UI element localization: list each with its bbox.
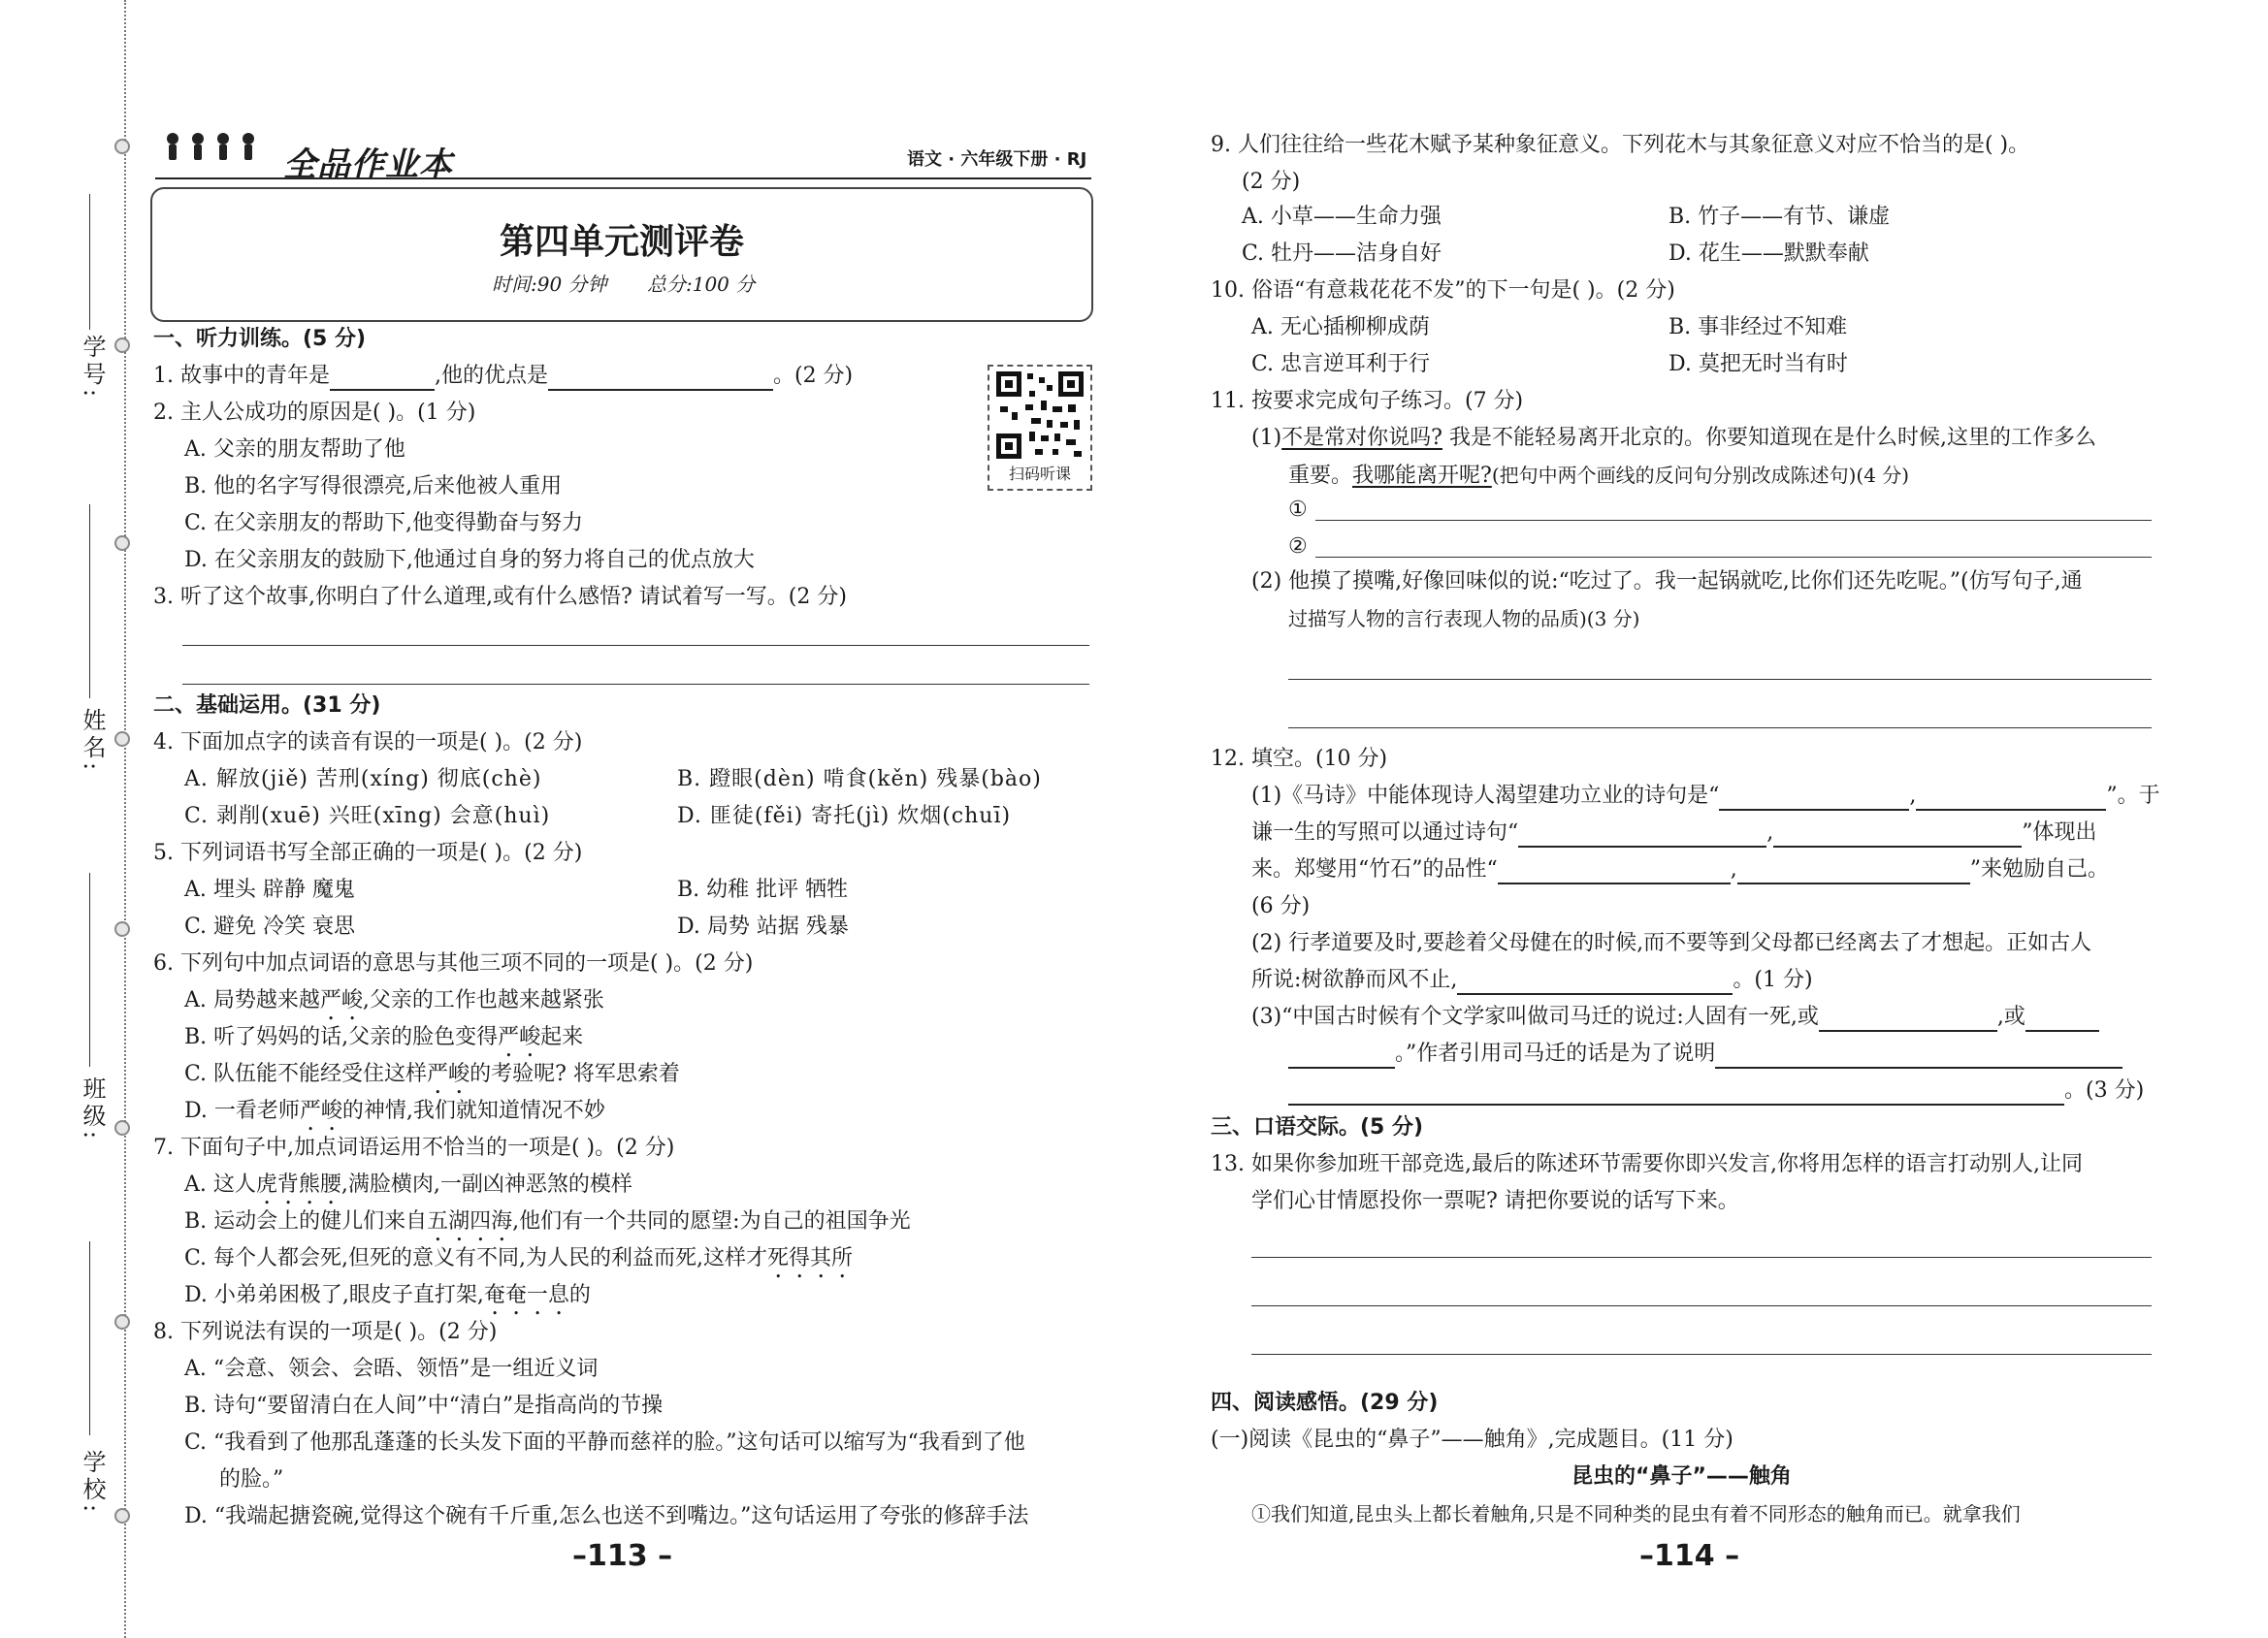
- question-11-2: (2) 他摸了摸嘴,好像回味似的说:“吃过了。我一起锅就吃,比你们还先吃呢。”(仿写句子,通: [1251, 569, 2083, 594]
- option-5d[interactable]: D. 局势 站据 残暴: [677, 915, 849, 939]
- section-2-heading: 二、基础运用。(31 分): [153, 693, 381, 718]
- binding-ring: [114, 337, 130, 353]
- answer-line[interactable]: [1251, 1354, 2152, 1355]
- option-5c[interactable]: C. 避免 冷笑 衰思: [184, 915, 356, 939]
- option-2d[interactable]: D. 在父亲朋友的鼓励下,他通过自身的努力将自己的优点放大: [184, 548, 755, 572]
- answer-blank[interactable]: [1498, 859, 1731, 884]
- option-2b[interactable]: B. 他的名字写得很漂亮,后来他被人重用: [184, 474, 563, 498]
- question-12-3: (3)“中国古时候有个文学家叫做司马迁的说过:人固有一死,或 ,或: [1251, 1003, 2099, 1032]
- answer-blank[interactable]: [1916, 786, 2106, 811]
- brand-figures-icon: [163, 131, 270, 174]
- option-8c-cont: 的脸。”: [219, 1467, 284, 1492]
- label-school: 学校:: [79, 1450, 106, 1517]
- option-8d[interactable]: D. “我端起搪瓷碗,觉得这个碗有千斤重,怎么也送不到嘴边。”这句话运用了夸张的修辞手法: [184, 1504, 1029, 1528]
- answer-blank[interactable]: [330, 366, 435, 391]
- answer-line[interactable]: [1288, 727, 2152, 728]
- binding-margin: [0, 0, 136, 1638]
- qr-caption: 扫码听课: [1008, 465, 1071, 483]
- qr-code-box[interactable]: [988, 365, 1092, 491]
- question-2: 2. 主人公成功的原因是( )。(1 分): [153, 401, 476, 425]
- option-4d[interactable]: D. 匪徒(fěi) 寄托(jì) 炊烟(chuī): [677, 804, 1012, 828]
- question-12-3-b: 。”作者引用司马迁的话是为了说明: [1288, 1040, 2122, 1069]
- question-13: 13. 如果你参加班干部竞选,最后的陈述环节需要你即兴发言,你将用怎样的语言打动别人,让同: [1211, 1152, 2083, 1176]
- question-1: 1. 故事中的青年是 ,他的优点是 。(2 分): [153, 362, 853, 391]
- question-4: 4. 下面加点字的读音有误的一项是( )。(2 分): [153, 730, 583, 755]
- option-10c[interactable]: C. 忠言逆耳利于行: [1251, 352, 1431, 376]
- binding-ring: [114, 731, 130, 747]
- binding-line: [89, 504, 90, 698]
- option-6c[interactable]: C. 队伍能不能经受住这样严峻的考验呢? 将军思索着: [184, 1062, 680, 1086]
- answer-line[interactable]: [182, 684, 1089, 685]
- answer-line[interactable]: [1251, 1305, 2152, 1306]
- title-box: [150, 187, 1093, 322]
- option-9c[interactable]: C. 牡丹——洁身自好: [1242, 241, 1442, 266]
- option-10b[interactable]: B. 事非经过不知难: [1669, 315, 1848, 339]
- binding-ring: [114, 1120, 130, 1136]
- question-13-cont: 学们心甘情愿投你一票呢? 请把你要说的话写下来。: [1251, 1189, 1739, 1213]
- answer-blank[interactable]: [1457, 970, 1733, 995]
- book-meta: 语文 · 六年级下册 · RJ: [907, 149, 1087, 170]
- answer-line[interactable]: [1315, 520, 2152, 521]
- section-4-heading: 四、阅读感悟。(29 分): [1211, 1391, 1439, 1415]
- question-12-2: (2) 行孝道要及时,要趁着父母健在的时候,而不要等到父母都已经离去了才想起。正如古人: [1251, 931, 2092, 955]
- answer-line[interactable]: [1288, 679, 2152, 680]
- question-9-score: (2 分): [1242, 170, 1301, 194]
- option-6b[interactable]: B. 听了妈妈的话,父亲的脸色变得严峻起来: [184, 1025, 584, 1049]
- reading-intro: (一)阅读《昆虫的“鼻子”——触角》,完成题目。(11 分): [1211, 1428, 1733, 1452]
- label-student-id: 学号:: [79, 335, 106, 401]
- binding-ring: [114, 1314, 130, 1330]
- option-7b[interactable]: B. 运动会上的健儿们来自五湖四海,他们有一个共同的愿望:为自己的祖国争光: [184, 1209, 911, 1234]
- answer-blank[interactable]: [1819, 1007, 1997, 1032]
- option-9a[interactable]: A. 小草——生命力强: [1242, 205, 1442, 229]
- question-12: 12. 填空。(10 分): [1211, 747, 1388, 771]
- option-7a[interactable]: A. 这人虎背熊腰,满脸横肉,一副凶神恶煞的模样: [184, 1172, 632, 1197]
- page-number-left: –113 –: [572, 1539, 673, 1573]
- exam-time: 时间:90 分钟: [492, 273, 607, 296]
- question-12-1: (1)《马诗》中能体现诗人渴望建功立业的诗句是“ , ”。于: [1251, 782, 2160, 811]
- answer-blank[interactable]: [1773, 822, 2022, 848]
- binding-ring: [114, 139, 130, 154]
- option-7c[interactable]: C. 每个人都会死,但死的意义有不同,为人民的利益而死,这样才死得其所: [184, 1246, 854, 1270]
- exam-score: 总分:100 分: [647, 273, 756, 296]
- answer-line[interactable]: [1251, 1257, 2152, 1258]
- question-12-1-score: (6 分): [1251, 894, 1311, 918]
- option-9b[interactable]: B. 竹子——有节、谦虚: [1669, 205, 1891, 229]
- answer-blank[interactable]: [2025, 1007, 2099, 1032]
- question-11-1: (1)不是常对你说吗? 我是不能轻易离开北京的。你要知道现在是什么时候,这里的工作多么: [1251, 426, 2096, 450]
- question-12-3-c: 。(3 分): [1288, 1076, 2144, 1106]
- binding-line: [89, 1241, 90, 1435]
- label-name: 姓名:: [79, 708, 106, 775]
- question-11: 11. 按要求完成句子练习。(7 分): [1211, 389, 1524, 413]
- answer-blank[interactable]: [1715, 1044, 2122, 1069]
- option-4a[interactable]: A. 解放(jiě) 苦刑(xíng) 彻底(chè): [184, 767, 542, 791]
- option-5b[interactable]: B. 幼稚 批评 牺牲: [677, 878, 849, 902]
- option-4b[interactable]: B. 蹬眼(dèn) 啃食(kěn) 残暴(bào): [677, 767, 1042, 791]
- brand-name: 全品作业本: [283, 145, 453, 184]
- reading-title: 昆虫的“鼻子”——触角: [1571, 1464, 1792, 1489]
- option-4c[interactable]: C. 剥削(xuē) 兴旺(xīng) 会意(huì): [184, 804, 551, 828]
- option-8b[interactable]: B. 诗句“要留清白在人间”中“清白”是指高尚的节操: [184, 1394, 664, 1418]
- dotted-cut-line: [124, 0, 126, 1638]
- answer-blank[interactable]: [548, 366, 773, 391]
- answer-blank[interactable]: [1288, 1080, 2064, 1106]
- header-rule: [155, 177, 1091, 179]
- section-3-heading: 三、口语交际。(5 分): [1211, 1115, 1424, 1140]
- binding-ring: [114, 921, 130, 937]
- question-11-1-cont: 重要。我哪能离开呢?(把句中两个画线的反问句分别改成陈述句)(4 分): [1288, 464, 1910, 488]
- qr-code-icon: [996, 371, 1084, 459]
- option-5a[interactable]: A. 埋头 辟静 魔鬼: [184, 878, 355, 902]
- answer-line[interactable]: [1315, 557, 2152, 558]
- binding-ring: [114, 1508, 130, 1524]
- question-12-2-b: 所说:树欲静而风不止, 。(1 分): [1251, 966, 1813, 995]
- question-12-1-c: 来。郑燮用“竹石”的品性“ , ”来勉励自己。: [1251, 855, 2109, 884]
- option-2c[interactable]: C. 在父亲朋友的帮助下,他变得勤奋与努力: [184, 511, 584, 535]
- answer-line[interactable]: [182, 645, 1089, 646]
- label-class: 班级:: [79, 1076, 106, 1143]
- option-8c[interactable]: C. “我看到了他那乱蓬蓬的长头发下面的平静而慈祥的脸。”这句话可以缩写为“我看到了他: [184, 1430, 1025, 1455]
- option-10a[interactable]: A. 无心插柳柳成荫: [1251, 315, 1430, 339]
- option-2a[interactable]: A. 父亲的朋友帮助了他: [184, 437, 405, 462]
- option-9d[interactable]: D. 花生——默默奉献: [1669, 241, 1869, 266]
- question-6: 6. 下列句中加点词语的意思与其他三项不同的一项是( )。(2 分): [153, 951, 754, 976]
- question-7: 7. 下面句子中,加点词语运用不恰当的一项是( )。(2 分): [153, 1136, 675, 1160]
- option-6d[interactable]: D. 一看老师严峻的神情,我们就知道情况不妙: [184, 1099, 605, 1123]
- reading-paragraph-1: ①我们知道,昆虫头上都长着触角,只是不同种类的昆虫有着不同形态的触角而已。就拿我们: [1251, 1502, 2021, 1526]
- section-1-heading: 一、听力训练。(5 分): [153, 327, 367, 351]
- answer-blank[interactable]: [1288, 1044, 1395, 1069]
- question-10: 10. 俗语“有意栽花花不发”的下一句是( )。(2 分): [1211, 278, 1675, 303]
- option-10d[interactable]: D. 莫把无时当有时: [1669, 352, 1848, 376]
- binding-line: [89, 194, 90, 330]
- answer-blank[interactable]: [1719, 786, 1909, 811]
- exam-title: 第四单元测评卷: [499, 222, 744, 262]
- page-number-right: –114 –: [1639, 1539, 1740, 1573]
- question-11-2-cont: 过描写人物的言行表现人物的品质)(3 分): [1288, 607, 1640, 630]
- question-9: 9. 人们往往给一些花木赋予某种象征意义。下列花木与其象征意义对应不恰当的是( )。: [1211, 133, 2030, 157]
- option-7d[interactable]: D. 小弟弟困极了,眼皮子直打架,奄奄一息的: [184, 1283, 591, 1307]
- answer-label-2: ②: [1288, 534, 1308, 559]
- question-8: 8. 下列说法有误的一项是( )。(2 分): [153, 1320, 498, 1344]
- question-12-1-b: 谦一生的写照可以通过诗句“ , ”体现出: [1251, 819, 2097, 848]
- option-8a[interactable]: A. “会意、领会、会晤、领悟”是一组近义词: [184, 1357, 599, 1381]
- answer-label-1: ①: [1288, 498, 1308, 522]
- binding-line: [89, 873, 90, 1067]
- binding-ring: [114, 535, 130, 551]
- option-6a[interactable]: A. 局势越来越严峻,父亲的工作也越来越紧张: [184, 988, 604, 1012]
- answer-blank[interactable]: [1737, 859, 1970, 884]
- answer-blank[interactable]: [1518, 822, 1766, 848]
- question-3: 3. 听了这个故事,你明白了什么道理,或有什么感悟? 请试着写一写。(2 分): [153, 585, 847, 609]
- question-5: 5. 下列词语书写全部正确的一项是( )。(2 分): [153, 841, 583, 865]
